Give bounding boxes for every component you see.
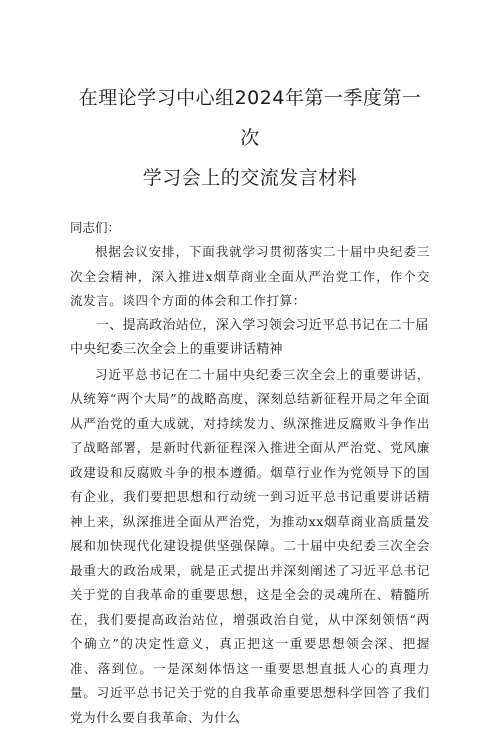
title-line-1: 在理论学习中心组2024年第一季度第一次 [70,78,430,158]
intro-paragraph: 根据会议安排，下面我就学习贯彻落实二十届中央纪委三次全会精神，深入推进x烟草商业全面从严治党工作，作个交流发言。谈四个方面的体会和工作打算： [70,240,430,314]
section-1-body: 习近平总书记在二十届中央纪委三次全会上的重要讲话，从统筹“两个大局”的战略高度，深刻总结新征程开局之年全面从严治党的重大成就，对持续发力、纵深推进反腐败斗争作出了战略部署，是新时代新征程深入推进全面从严治党、党风廉政建设和反腐败斗争的根本遵循。烟草行业作为党领导下的国有企业，我们要把思想和行动统一到习近平总书记重要讲话精神上来，纵深推进全面从严治党，为推动xx烟草商业高质量发展和加快现代化建设提供坚强保障。二十届中央纪委三次全会最重大的政治成果，就是正式提出并深刻阐述了习近平总书记关于党的自我革命的重要思想，这是全会的灵魂所在、精髓所在，我们要提高政治站位，增强政治自觉，从中深刻领悟“两个确立”的决定性意义，真正把这一重要思想领会深、把握准、落到位。一是深刻体悟这一重要思想直抵人心的真理力量。习近平总书记关于党的自我革命重要思想科学回答了我们党为什么要自我革命、为什么 [70,363,430,730]
title-line-2: 学习会上的交流发言材料 [70,158,430,198]
document-title [70,0,430,198]
section-1-heading: 一、提高政治站位，深入学习领会习近平总书记在二十届中央纪委三次全会上的重要讲话精神 [70,314,430,363]
salutation: 同志们： [70,216,430,240]
